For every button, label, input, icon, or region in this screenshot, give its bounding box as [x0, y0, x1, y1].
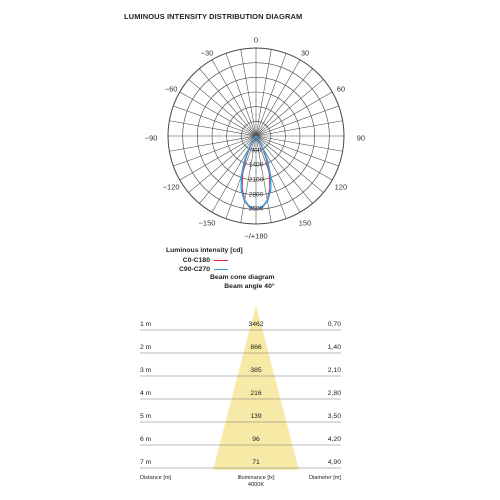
row-diameter: 0,70: [327, 321, 341, 328]
row-illuminance: 216: [250, 390, 262, 397]
polar-angle-label: −120: [162, 182, 180, 192]
row-diameter: 4,20: [327, 436, 341, 443]
legend-label-c0: C0-C180: [182, 256, 210, 264]
row-illuminance: 71: [252, 459, 260, 466]
row-illuminance: 866: [250, 344, 262, 351]
row-distance: 4 m: [140, 390, 152, 397]
row-diameter: 4,90: [327, 459, 341, 466]
row-illuminance: 3462: [248, 321, 264, 328]
polar-radial-label: 2100: [248, 176, 264, 184]
polar-angle-label: −90: [144, 133, 158, 143]
footer-cct-text: 4000K: [247, 482, 265, 488]
polar-angle-label: −30: [200, 48, 214, 58]
polar-radial-label: 1400: [248, 161, 264, 169]
footer-distance-label: Distance [m]: [140, 475, 172, 481]
row-illuminance: 96: [252, 436, 260, 443]
footer-illuminance-text: Illuminance [lx]: [237, 475, 275, 481]
row-distance: 6 m: [140, 436, 152, 443]
polar-angle-label: 30: [300, 48, 310, 58]
footer-illuminance-label: [238, 475, 275, 489]
diagram-title: LUMINOUS INTENSITY DISTRIBUTION DIAGRAM: [124, 12, 303, 21]
polar-angle-label: 150: [298, 218, 312, 228]
row-diameter: 2,80: [327, 390, 341, 397]
legend-label-c90: C90-C270: [179, 266, 210, 273]
row-distance: 5 m: [140, 413, 152, 420]
row-illuminance: 385: [250, 367, 262, 374]
polar-angle-label: −/+180: [244, 231, 268, 241]
beam-angle-label: Beam angle 40°: [224, 283, 275, 290]
row-diameter: 3,50: [327, 413, 341, 420]
row-distance: 7 m: [140, 459, 152, 466]
polar-radial-label: 2800: [248, 191, 264, 199]
footer-diameter-label: Diameter [m]: [308, 475, 341, 481]
polar-angle-label: 120: [334, 182, 348, 192]
polar-radial-label: 3500: [248, 205, 264, 213]
row-distance: 3 m: [140, 367, 152, 374]
row-distance: 1 m: [140, 321, 152, 328]
legend-title: Luminous intensity [cd]: [166, 247, 243, 254]
row-diameter: 2,10: [327, 367, 341, 374]
polar-angle-label: 90: [356, 133, 366, 143]
polar-angle-label: −60: [164, 84, 178, 94]
polar-angle-label: −150: [198, 218, 216, 228]
row-diameter: 1,40: [327, 344, 341, 351]
polar-angle-label: 60: [336, 84, 346, 94]
polar-radial-label: 700: [250, 147, 262, 155]
row-illuminance: 139: [250, 413, 262, 420]
beam-cone-heading: Beam cone diagram: [210, 274, 275, 281]
polar-angle-label: 0: [253, 35, 259, 45]
row-distance: 2 m: [140, 344, 152, 351]
